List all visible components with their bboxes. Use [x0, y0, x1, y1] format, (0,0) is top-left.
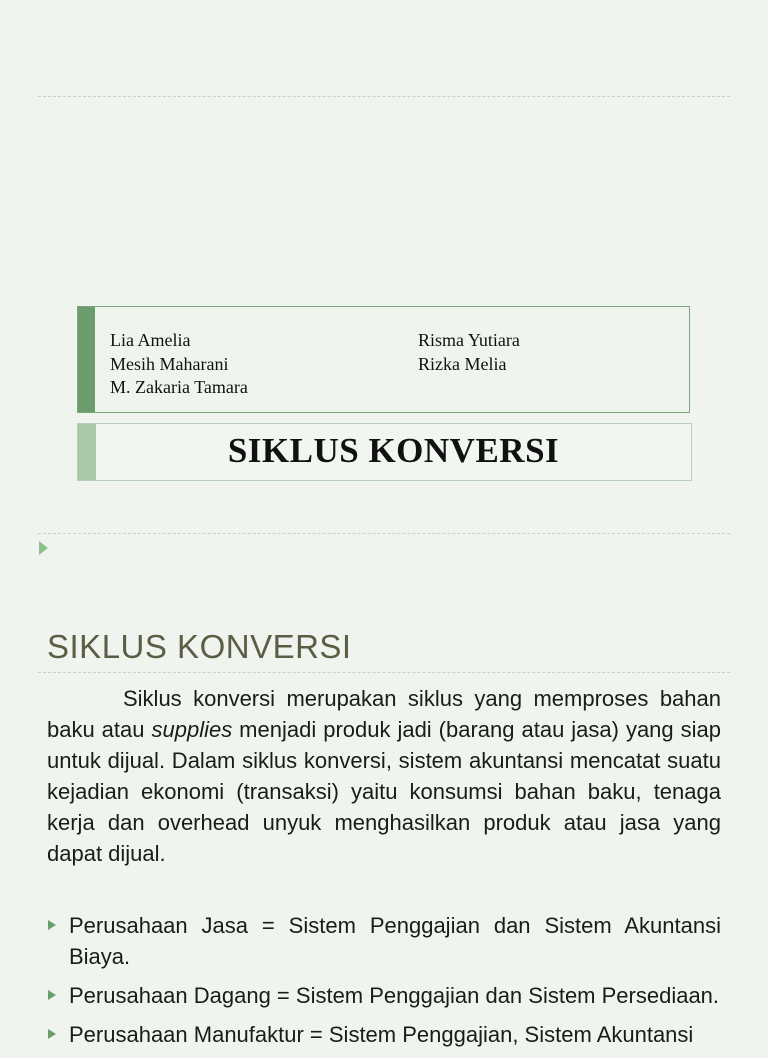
title-accent-bar	[78, 424, 96, 480]
list-item-text: Perusahaan Manufaktur = Sistem Penggajian, Sistem Akuntansi	[69, 1022, 694, 1047]
play-arrow-icon	[39, 541, 48, 555]
list-item-text: Perusahaan Dagang = Sistem Penggajian dan Sistem Persediaan.	[69, 983, 720, 1008]
paragraph-text: Siklus konversi merupakan siklus yang memproses bahan baku atau	[47, 686, 721, 742]
list-item	[47, 910, 721, 972]
slide-divider	[38, 533, 730, 534]
slide-divider-top	[38, 96, 730, 97]
author-name: Rizka Melia	[418, 353, 507, 374]
authors-accent-bar	[78, 307, 95, 412]
author-name: Mesih Maharani	[110, 353, 229, 374]
body-paragraph	[47, 683, 721, 869]
paragraph-italic: supplies	[151, 717, 233, 742]
authors-right-column	[418, 329, 520, 376]
heading-divider	[38, 672, 730, 673]
section-heading: SIKLUS KONVERSI	[47, 628, 352, 665]
triangle-bullet-icon	[48, 990, 56, 1000]
author-name: M. Zakaria Tamara	[110, 377, 248, 397]
author-name: Lia Amelia	[110, 330, 191, 350]
title-box	[77, 423, 692, 481]
authors-box	[77, 306, 690, 413]
list-item	[47, 980, 721, 1011]
triangle-bullet-icon	[48, 1029, 56, 1039]
bullet-list	[47, 910, 721, 1058]
author-name: Risma Yutiara	[418, 330, 520, 350]
slide-title: SIKLUS KONVERSI	[227, 431, 560, 470]
authors-left-column	[110, 329, 248, 400]
paragraph-text: menjadi produk jadi (barang atau jasa) yang siap untuk dijual. Dalam siklus konversi, sistem akuntansi mencatat suatu kejadian ekonomi (transaksi) yaitu konsumsi bahan baku, tenaga kerja dan overhead unyuk menghasilkan produk atau jasa yang dapat dijual.	[47, 717, 721, 866]
list-item-text: Perusahaan Jasa = Sistem Penggajian dan Sistem Akuntansi Biaya.	[69, 913, 721, 969]
triangle-bullet-icon	[48, 920, 56, 930]
